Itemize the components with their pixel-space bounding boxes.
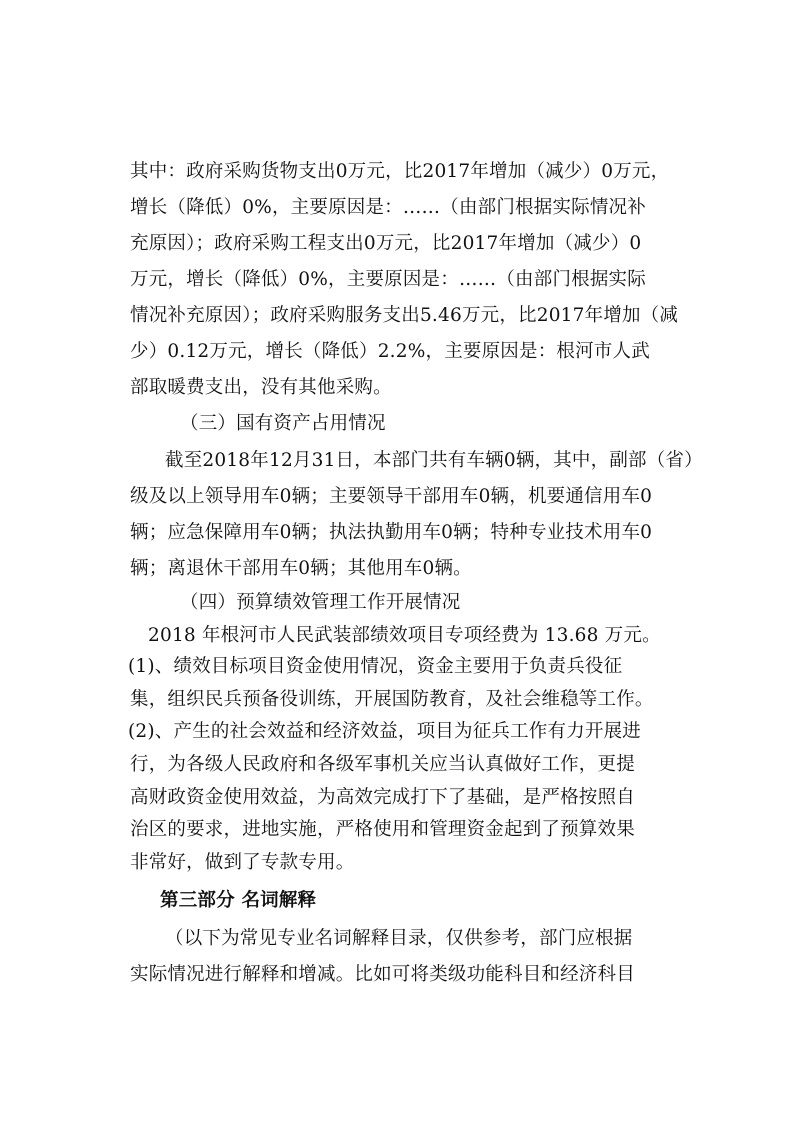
part-heading-glossary: 第三部分 名词解释 (160, 890, 317, 911)
assets-paragraph-line: 辆；离退休干部用车0辆；其他用车0辆。 (130, 558, 472, 579)
performance-paragraph-line: 高财政资金使用效益，为高效完成打下了基础，是严格按照自 (130, 787, 635, 808)
performance-paragraph-line: 行，为各级人民政府和各级军事机关应当认真做好工作，更提 (130, 754, 635, 775)
paragraph-line: 部取暖费支出，没有其他采购。 (130, 377, 392, 398)
paragraph-line: 少）0.12万元，增长（降低）2.2%，主要原因是：根河市人武 (130, 341, 650, 362)
performance-paragraph-line: 集，组织民兵预备役训练，开展国防教育，及社会维稳等工作。 (130, 689, 654, 710)
paragraph-line: 情况补充原因）；政府采购服务支出5.46万元，比2017年增加（减 (130, 305, 679, 326)
performance-paragraph-line: 治区的要求，进地实施，严格使用和管理资金起到了预算效果 (130, 819, 635, 840)
assets-paragraph-line: 截至2018年12月31日，本部门共有车辆0辆，其中，副部（省） (165, 450, 703, 471)
assets-paragraph-line: 级及以上领导用车0辆；主要领导干部用车0辆，机要通信用车0 (130, 486, 653, 507)
performance-paragraph-line: (1)、绩效目标项目资金使用情况，资金主要用于负责兵役征 (128, 656, 623, 677)
paragraph-line: 充原因）；政府采购工程支出0万元，比2017年增加（减少）0 (130, 233, 642, 254)
glossary-paragraph-line: （以下为常见专业名词解释目录，仅供参考，部门应根据 (165, 928, 633, 949)
section-heading-performance: （四）预算绩效管理工作开展情况 (180, 592, 461, 613)
paragraph-line: 增长（降低）0%，主要原因是：……（由部门根据实际情况补 (130, 197, 646, 218)
performance-paragraph-line: 非常好，做到了专款专用。 (130, 852, 355, 873)
performance-paragraph-line: (2)、产生的社会效益和经济效益，项目为征兵工作有力开展进 (128, 721, 642, 742)
performance-paragraph-line: 2018 年根河市人民武装部绩效项目专项经费为 13.68 万元。 (148, 625, 661, 646)
glossary-paragraph-line: 实际情况进行解释和增减。比如可将类级功能科目和经济科目 (130, 964, 635, 985)
paragraph-line: 其中：政府采购货物支出0万元，比2017年增加（减少）0万元， (130, 161, 670, 182)
section-heading-assets: （三）国有资产占用情况 (180, 413, 386, 434)
paragraph-line: 万元，增长（降低）0%，主要原因是：……（由部门根据实际 (130, 269, 646, 290)
assets-paragraph-line: 辆；应急保障用车0辆；执法执勤用车0辆；特种专业技术用车0 (130, 522, 653, 543)
